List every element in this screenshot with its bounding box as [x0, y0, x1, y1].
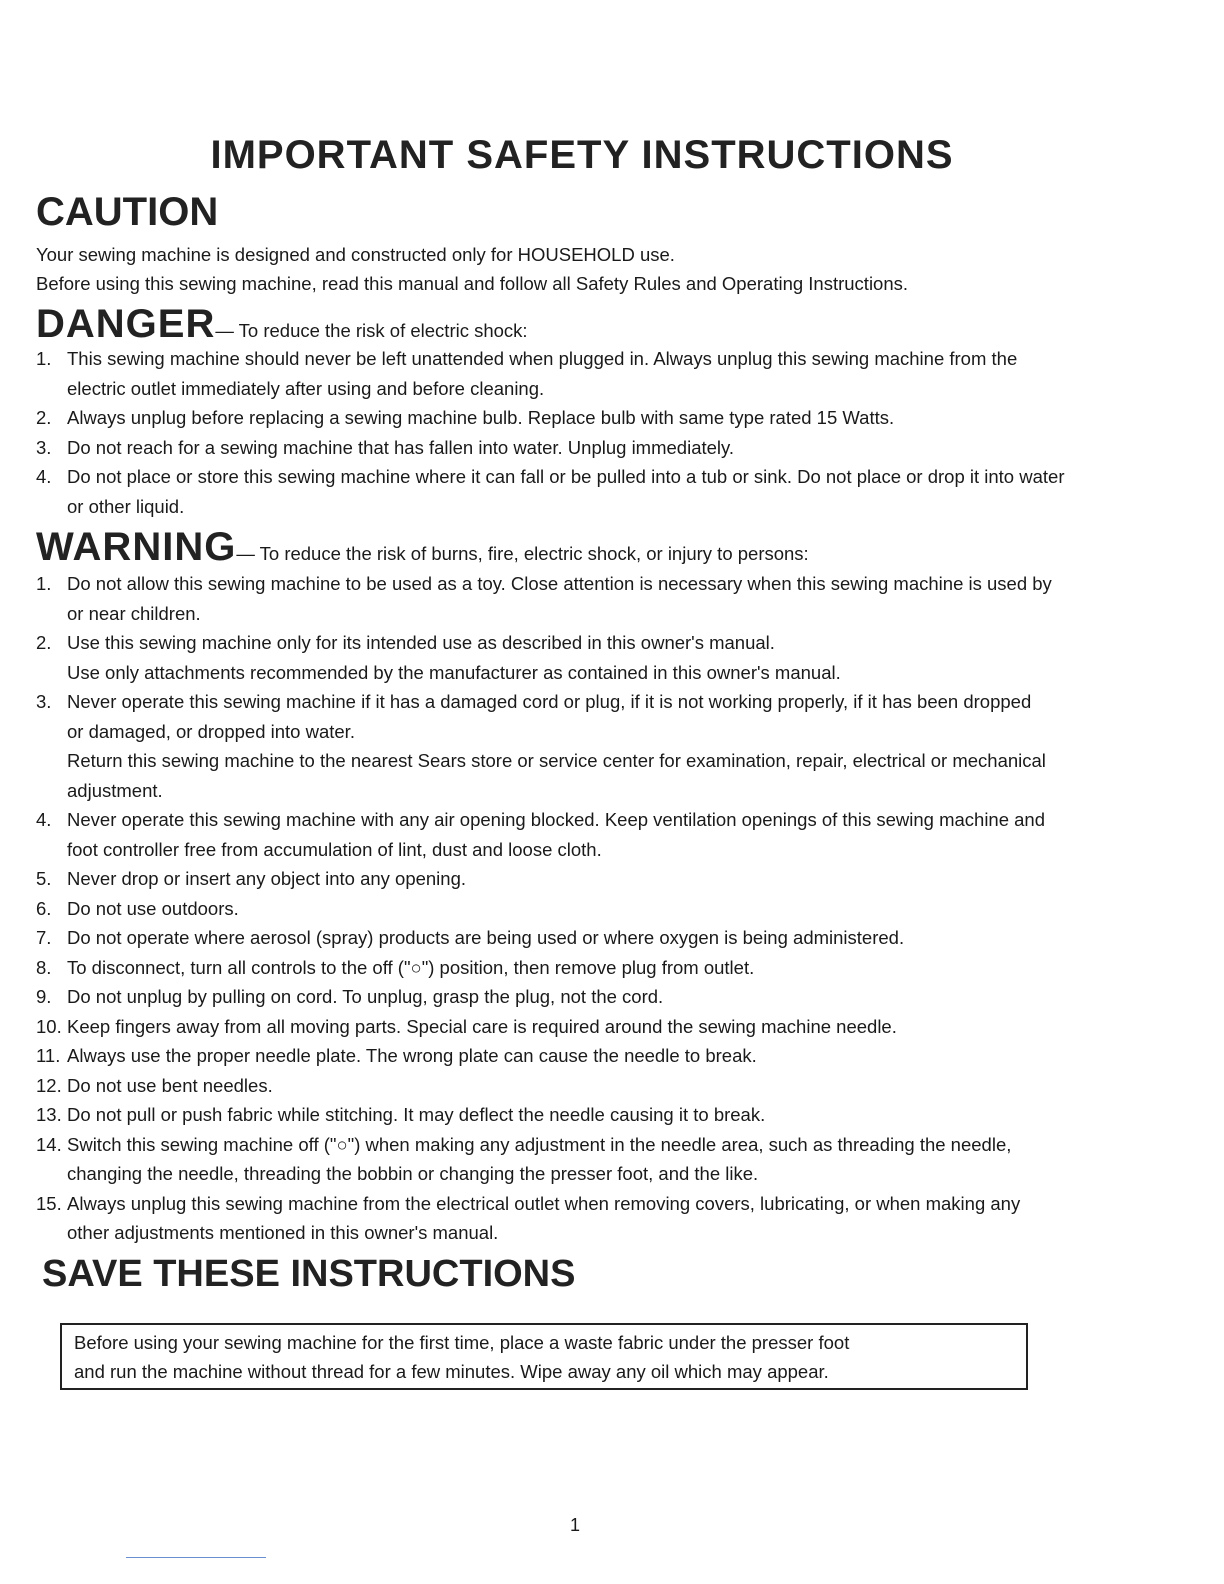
page-number: 1	[570, 1515, 581, 1535]
list-item	[36, 403, 1106, 433]
item-line: Always unplug before replacing a sewing machine bulb. Replace bulb with same type rated 15 Watts.	[67, 407, 895, 428]
item-line: Never operate this sewing machine with any air opening blocked. Keep ventilation openings of this sewing machine and	[67, 809, 1046, 830]
item-line: Do not allow this sewing machine to be used as a toy. Close attention is necessary when this sewing machine is used by	[67, 573, 1052, 594]
item-number: 5.	[36, 868, 52, 889]
warning-header	[36, 525, 809, 570]
item-line: or near children.	[67, 602, 201, 624]
list-item	[36, 433, 1106, 463]
item-number: 12.	[36, 1074, 62, 1096]
list-item	[36, 1012, 1106, 1042]
item-line: Keep fingers away from all moving parts. Special care is required around the sewing machine needle.	[67, 1015, 897, 1037]
list-item	[36, 805, 1106, 864]
danger-header	[36, 302, 528, 347]
danger-list	[36, 344, 1106, 521]
list-item	[36, 982, 1106, 1012]
item-text	[67, 894, 1106, 924]
item-line: Do not operate where aerosol (spray) products are being used or where oxygen is being administered.	[67, 927, 905, 948]
item-number: 2.	[36, 407, 52, 428]
item-line: Always unplug this sewing machine from the electrical outlet when removing covers, lubricating, or when making any	[67, 1192, 1021, 1214]
item-number: 1.	[36, 348, 52, 369]
item-line: Always use the proper needle plate. The wrong plate can cause the needle to break.	[67, 1045, 757, 1066]
list-item	[36, 1189, 1106, 1248]
item-number: 8.	[36, 956, 52, 978]
item-line: Do not place or store this sewing machine where it can fall or be pulled into a tub or sink. Do not place or drop it into water	[67, 466, 1065, 487]
item-text	[67, 1130, 1106, 1189]
item-number: 2.	[36, 632, 52, 653]
item-line: other adjustments mentioned in this owner's manual.	[67, 1222, 499, 1243]
item-line: Never drop or insert any object into any opening.	[67, 868, 467, 889]
item-text	[67, 923, 1106, 953]
list-item	[36, 864, 1106, 894]
item-line: or damaged, or dropped into water.	[67, 720, 355, 742]
warning-heading: WARNING	[36, 525, 237, 569]
item-number: 6.	[36, 897, 52, 919]
item-number: 3.	[36, 691, 52, 712]
item-line: Use this sewing machine only for its intended use as described in this owner's manual.	[67, 632, 775, 653]
item-text	[67, 687, 1106, 805]
save-heading: SAVE THESE INSTRUCTIONS	[42, 1253, 576, 1295]
page-title: IMPORTANT SAFETY INSTRUCTIONS	[210, 133, 954, 177]
item-text	[67, 1189, 1106, 1248]
item-number: 10.	[36, 1015, 62, 1037]
item-line: or other liquid.	[67, 495, 185, 517]
warning-subheading: — To reduce the risk of burns, fire, electric shock, or injury to persons:	[236, 543, 809, 564]
item-text	[67, 953, 1106, 983]
list-item	[36, 462, 1106, 521]
item-line: To disconnect, turn all controls to the off ("○") position, then remove plug from outlet.	[67, 956, 755, 978]
item-number: 4.	[36, 466, 52, 487]
item-number: 11.	[36, 1045, 61, 1066]
item-number: 3.	[36, 436, 52, 458]
list-item	[36, 953, 1106, 983]
item-line: Return this sewing machine to the nearest Sears store or service center for examination, repair, electrical or mechanical	[67, 750, 1046, 771]
caution-line: Before using this sewing machine, read this manual and follow all Safety Rules and Operating Instructions.	[36, 273, 909, 294]
item-line: changing the needle, threading the bobbin or changing the presser foot, and the like.	[67, 1163, 759, 1184]
list-item	[36, 344, 1106, 403]
list-item	[36, 894, 1106, 924]
item-line: Do not reach for a sewing machine that has fallen into water. Unplug immediately.	[67, 436, 735, 458]
list-item	[36, 1100, 1106, 1130]
item-line: electric outlet immediately after using and before cleaning.	[67, 377, 545, 399]
item-text	[67, 569, 1106, 628]
danger-heading: DANGER	[36, 302, 216, 346]
item-line: Use only attachments recommended by the manufacturer as contained in this owner's manual.	[67, 661, 841, 683]
item-text	[67, 1100, 1106, 1130]
item-text	[67, 344, 1106, 403]
item-text	[67, 864, 1106, 894]
danger-subheading: — To reduce the risk of electric shock:	[215, 320, 528, 341]
item-text	[67, 1041, 1106, 1071]
item-text	[67, 462, 1106, 521]
item-line: Do not use bent needles.	[67, 1074, 273, 1096]
notice-line: and run the machine without thread for a few minutes. Wipe away any oil which may appear.	[74, 1361, 829, 1382]
item-text	[67, 1012, 1106, 1042]
item-text	[67, 403, 1106, 433]
item-number: 1.	[36, 573, 52, 594]
item-text	[67, 805, 1106, 864]
item-line: Switch this sewing machine off ("○") when making any adjustment in the needle area, such as threading the needle,	[67, 1133, 1012, 1155]
item-line: foot controller free from accumulation of lint, dust and loose cloth.	[67, 838, 602, 860]
item-line: Never operate this sewing machine if it has a damaged cord or plug, if it is not working properly, if it has been dropped	[67, 691, 1032, 712]
item-number: 4.	[36, 809, 52, 830]
item-text	[67, 433, 1106, 463]
bottom-rule	[126, 1557, 266, 1558]
item-line: Do not use outdoors.	[67, 897, 239, 919]
notice-box	[60, 1323, 1028, 1390]
list-item	[36, 1130, 1106, 1189]
list-item	[36, 569, 1106, 628]
item-number: 15.	[36, 1192, 62, 1214]
item-text	[67, 1071, 1106, 1101]
item-text	[67, 982, 1106, 1012]
item-line: This sewing machine should never be left unattended when plugged in. Always unplug this sewing machine from the	[67, 348, 1018, 369]
item-number: 9.	[36, 986, 52, 1007]
list-item	[36, 687, 1106, 805]
caution-line: Your sewing machine is designed and constructed only for HOUSEHOLD use.	[36, 244, 675, 265]
list-item	[36, 1041, 1106, 1071]
item-number: 13.	[36, 1104, 62, 1125]
list-item	[36, 1071, 1106, 1101]
caution-heading: CAUTION	[36, 190, 219, 234]
notice-line: Before using your sewing machine for the first time, place a waste fabric under the presser foot	[74, 1332, 850, 1353]
item-number: 7.	[36, 927, 52, 948]
warning-list	[36, 569, 1106, 1248]
list-item	[36, 923, 1106, 953]
item-number: 14.	[36, 1133, 62, 1155]
caution-text	[36, 240, 1176, 298]
item-text	[67, 628, 1106, 687]
item-line: adjustment.	[67, 779, 163, 801]
item-line: Do not unplug by pulling on cord. To unplug, grasp the plug, not the cord.	[67, 986, 664, 1007]
item-line: Do not pull or push fabric while stitching. It may deflect the needle causing it to break.	[67, 1104, 766, 1125]
list-item	[36, 628, 1106, 687]
